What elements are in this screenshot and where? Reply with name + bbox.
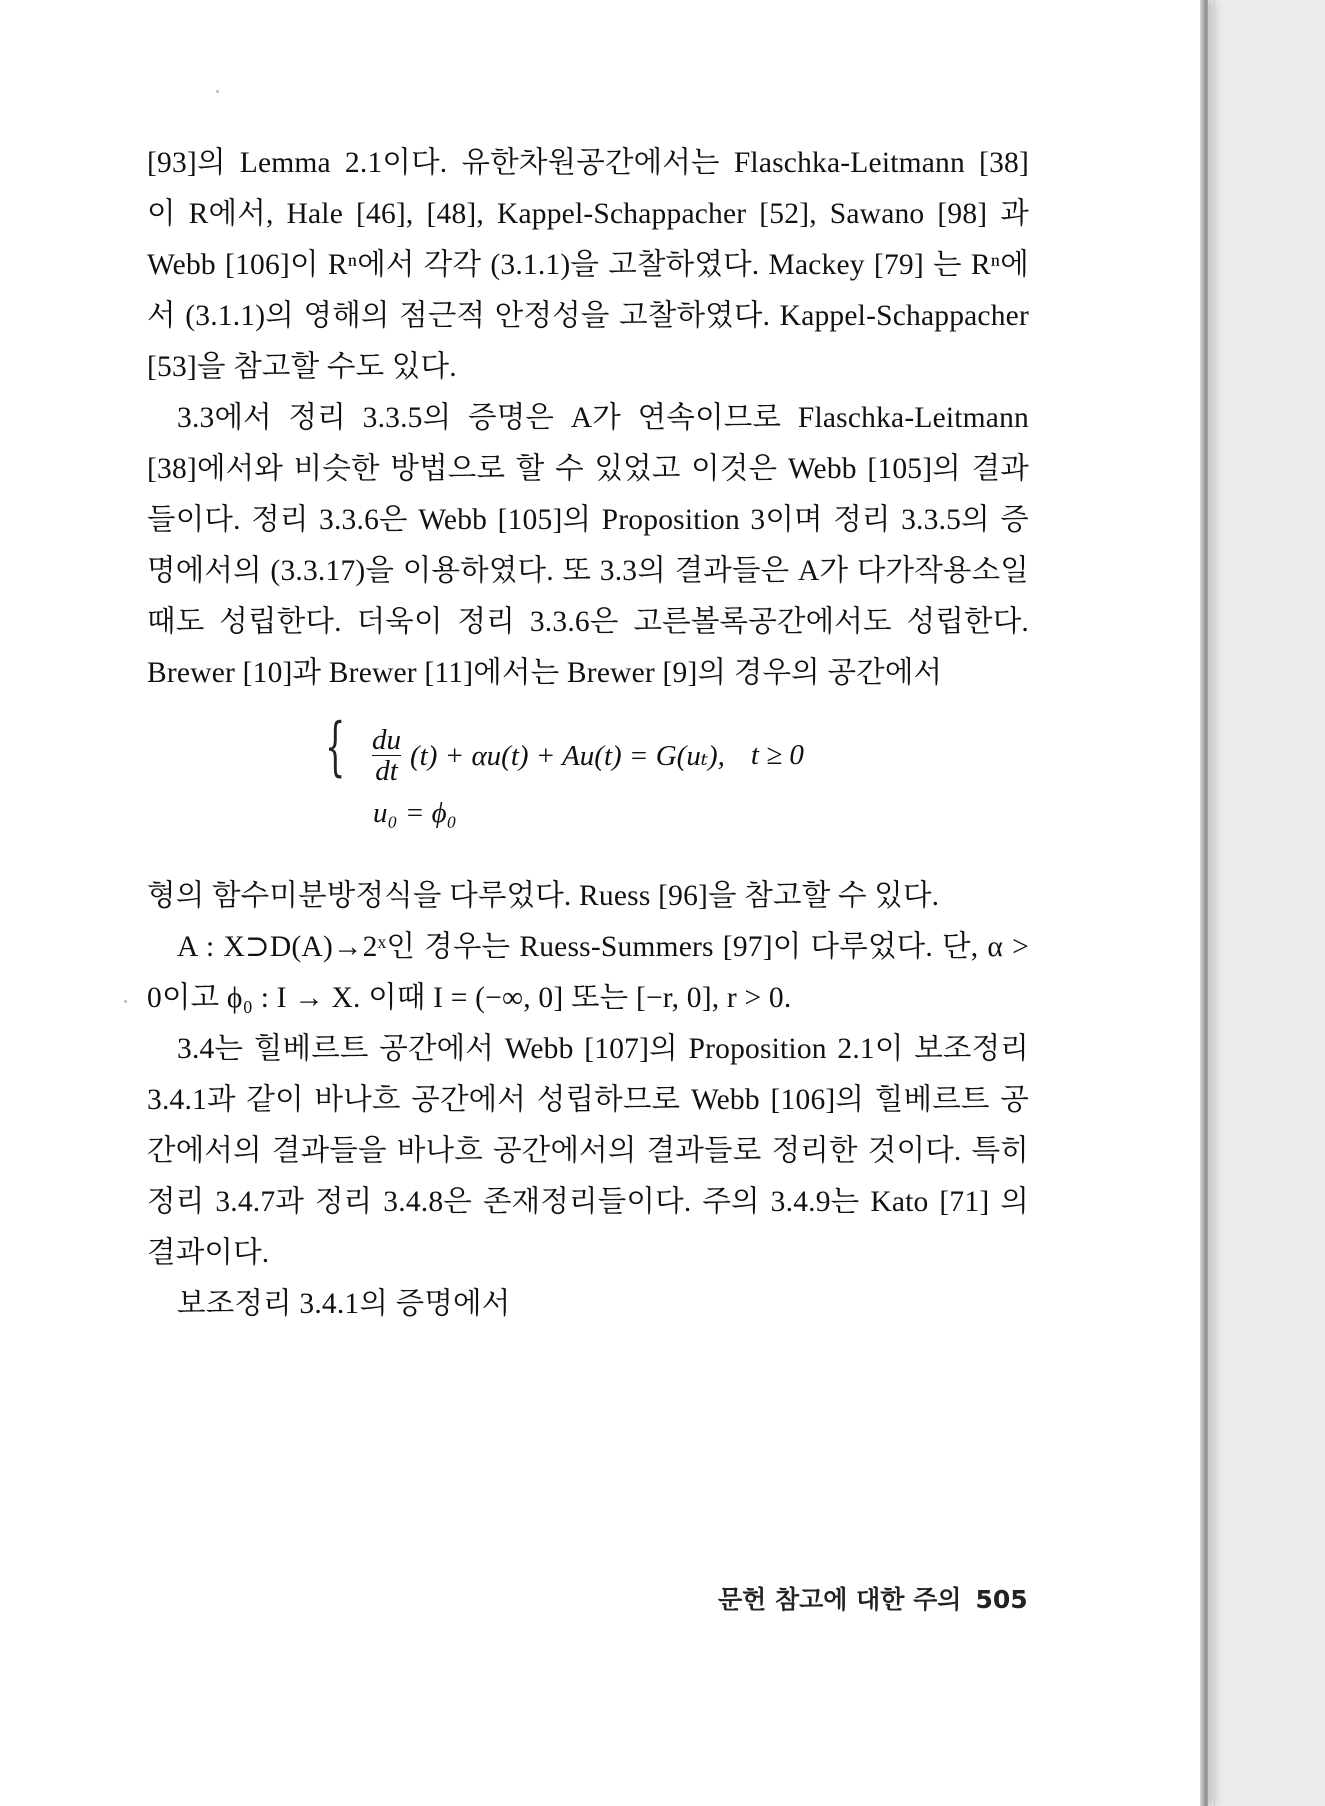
equation-brace: { (325, 710, 346, 784)
paragraph-literature-notes: [93]의 Lemma 2.1이다. 유한차원공간에서는 Flaschka-Leitmann [38] 이 R에서, Hale [46], [48], Kappel-Schappacher [52], Sawano [98] 과 Webb [106]이 Rⁿ에서 각각 (3.1.1)을 고찰하였다. Mackey [79] 는 Rⁿ에서 (3.1.1)의 영해의 점근적 안정성을 고찰하였다. Kappel-Schappacher [53]을 참고할 수도 있다. (147, 147, 1029, 383)
paragraph-ruess-summers: A : X⊃D(A)→2ˣ인 경우는 Ruess-Summers [97]이 다루었다. 단, α > 0이고 ϕ₀ : I → X. 이때 I = (−∞, 0] 또는 [−r, 0], r > 0. (147, 931, 1029, 1014)
paragraph-section-3-3: 3.3에서 정리 3.3.5의 증명은 A가 연속이므로 Flaschka-Leitmann [38]에서와 비슷한 방법으로 할 수 있었고 이것은 Webb [105]의 결과들이다. 정리 3.3.6은 Webb [105]의 Proposition 3이며 정리 3.3.5의 증명에서의 (3.3.17)을 이용하였다. 또 3.3의 결과들은 A가 다가작용소일 때도 성립한다. 더욱이 정리 3.3.6은 고른볼록공간에서도 성립한다. Brewer [10]과 Brewer [11]에서는 Brewer [9]의 경우의 공간에서 (147, 402, 1029, 689)
page-number: 505 (975, 1585, 1028, 1614)
page-body (147, 138, 1029, 1330)
paragraph-after-equation: 형의 함수미분방정식을 다루었다. Ruess [96]을 참고할 수 있다. (147, 880, 940, 912)
equation-line-1-rest: (t) + αu(t) + Au(t) = G(uₜ), (410, 740, 725, 772)
fraction-denominator: dt (372, 755, 401, 786)
scan-speck (124, 1000, 127, 1003)
paragraph-section-3-4: 3.4는 힐베르트 공간에서 Webb [107]의 Proposition 2.1이 보조정리 3.4.1과 같이 바나흐 공간에서 성립하므로 Webb [106]의 힐베르트 공간에서의 결과들을 바나흐 공간에서의 결과들로 정리한 것이다. 특히 정리 3.4.7과 정리 3.4.8은 존재정리들이다. 주의 3.4.9는 Kato [71] 의 결과이다. (147, 1033, 1029, 1269)
equation-line-1 (369, 725, 804, 786)
scan-speck (216, 90, 219, 93)
display-equation (147, 710, 1029, 843)
equation-condition: t ≥ 0 (750, 739, 804, 771)
equation-line-2: u₀ = ϕ₀ (373, 797, 457, 829)
page-edge-shadow (1200, 0, 1206, 1806)
running-title: 문헌 참고에 대한 주의 (718, 1585, 962, 1614)
viewer-frame-line (1214, 0, 1215, 1806)
page-footer (718, 1580, 1028, 1616)
paragraph-lemma-proof: 보조정리 3.4.1의 증명에서 (177, 1288, 511, 1320)
derivative-fraction (369, 725, 404, 786)
fraction-numerator: du (372, 724, 401, 756)
